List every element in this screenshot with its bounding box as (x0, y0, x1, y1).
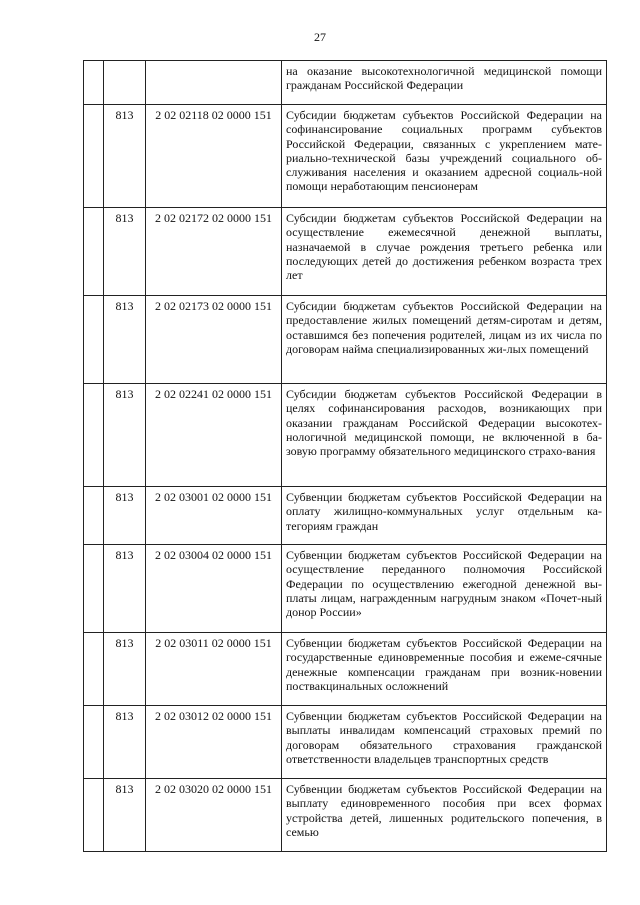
table-row (84, 296, 607, 384)
row-index-cell (84, 61, 104, 105)
table-row (84, 633, 607, 706)
revenue-code-cell (146, 61, 282, 105)
row-index-cell (84, 296, 104, 384)
revenue-code-cell: 2 02 03020 02 0000 151 (146, 779, 282, 852)
row-index-cell (84, 208, 104, 296)
administrator-code-cell: 813 (104, 779, 146, 852)
revenue-description-cell: Субсидии бюджетам субъектов Российской Федерации на софинансирование социальных программ субъектов Российской Федерации, связанных с укреплением мате-риально-технической базы учреждений социального об-служивания населения и оказанием адресной социаль-ной помощи неработающим пенсионерам (282, 105, 607, 208)
row-index-cell (84, 384, 104, 487)
administrator-code-cell: 813 (104, 633, 146, 706)
revenue-code-cell: 2 02 03012 02 0000 151 (146, 706, 282, 779)
administrator-code-cell: 813 (104, 487, 146, 545)
revenue-code-cell: 2 02 02172 02 0000 151 (146, 208, 282, 296)
revenue-description-cell: Субвенции бюджетам субъектов Российской Федерации на оплату жилищно-коммунальных услуг отдельным ка-тегориям граждан (282, 487, 607, 545)
revenue-code-cell: 2 02 03001 02 0000 151 (146, 487, 282, 545)
administrator-code-cell: 813 (104, 706, 146, 779)
revenue-description-cell: Субвенции бюджетам субъектов Российской Федерации на выплаты инвалидам компенсаций страховых премий по договорам обязательного страхования гражданской ответственности владельцев транспортных средств (282, 706, 607, 779)
revenue-code-cell: 2 02 03004 02 0000 151 (146, 545, 282, 633)
revenue-code-cell: 2 02 02241 02 0000 151 (146, 384, 282, 487)
revenue-description-cell: Субсидии бюджетам субъектов Российской Федерации на предоставление жилых помещений детям-сиротам и детям, оставшимся без попечения родителей, лицам из их числа по договорам найма специализированных жи-лых помещений (282, 296, 607, 384)
table-row (84, 706, 607, 779)
revenue-code-cell: 2 02 02173 02 0000 151 (146, 296, 282, 384)
administrator-code-cell: 813 (104, 208, 146, 296)
administrator-code-cell: 813 (104, 384, 146, 487)
revenue-code-cell: 2 02 03011 02 0000 151 (146, 633, 282, 706)
revenue-code-cell: 2 02 02118 02 0000 151 (146, 105, 282, 208)
revenue-description-cell: Субсидии бюджетам субъектов Российской Федерации на осуществление ежемесячной денежной выплаты, назначаемой в случае рождения третьего ребенка или последующих детей до достижения ребенком возраста трех лет (282, 208, 607, 296)
table-row (84, 487, 607, 545)
revenue-description-cell: Субвенции бюджетам субъектов Российской Федерации на государственные единовременные пособия и ежеме-сячные денежные компенсации гражданам при возник-новении поствакцинальных осложнений (282, 633, 607, 706)
table-row (84, 779, 607, 852)
table-row (84, 105, 607, 208)
revenue-description-cell: на оказание высокотехнологичной медицинской помощи гражданам Российской Федерации (282, 61, 607, 105)
table-row (84, 545, 607, 633)
row-index-cell (84, 545, 104, 633)
administrator-code-cell: 813 (104, 545, 146, 633)
table-row (84, 208, 607, 296)
row-index-cell (84, 487, 104, 545)
table-body (84, 61, 607, 852)
table-row (84, 61, 607, 105)
revenue-description-cell: Субвенции бюджетам субъектов Российской Федерации на выплату единовременного пособия при всех формах устройства детей, лишенных родительского попечения, в семью (282, 779, 607, 852)
row-index-cell (84, 633, 104, 706)
administrator-code-cell (104, 61, 146, 105)
revenue-codes-table (83, 60, 607, 852)
page-number: 27 (314, 30, 326, 44)
administrator-code-cell: 813 (104, 296, 146, 384)
revenue-description-cell: Субвенции бюджетам субъектов Российской Федерации на осуществление переданного полномочия Российской Федерации по осуществлению ежегодной денежной вы-платы лицам, награжденным нагрудным знаком «Почет-ный донор России» (282, 545, 607, 633)
table-row (84, 384, 607, 487)
row-index-cell (84, 105, 104, 208)
revenue-description-cell: Субсидии бюджетам субъектов Российской Федерации в целях софинансирования расходов, возникающих при оказании гражданам Российской Федерации высокотех-нологичной медицинской помощи, не включенной в ба-зовую программу обязательного медицинского страхо-вания (282, 384, 607, 487)
row-index-cell (84, 706, 104, 779)
row-index-cell (84, 779, 104, 852)
administrator-code-cell: 813 (104, 105, 146, 208)
